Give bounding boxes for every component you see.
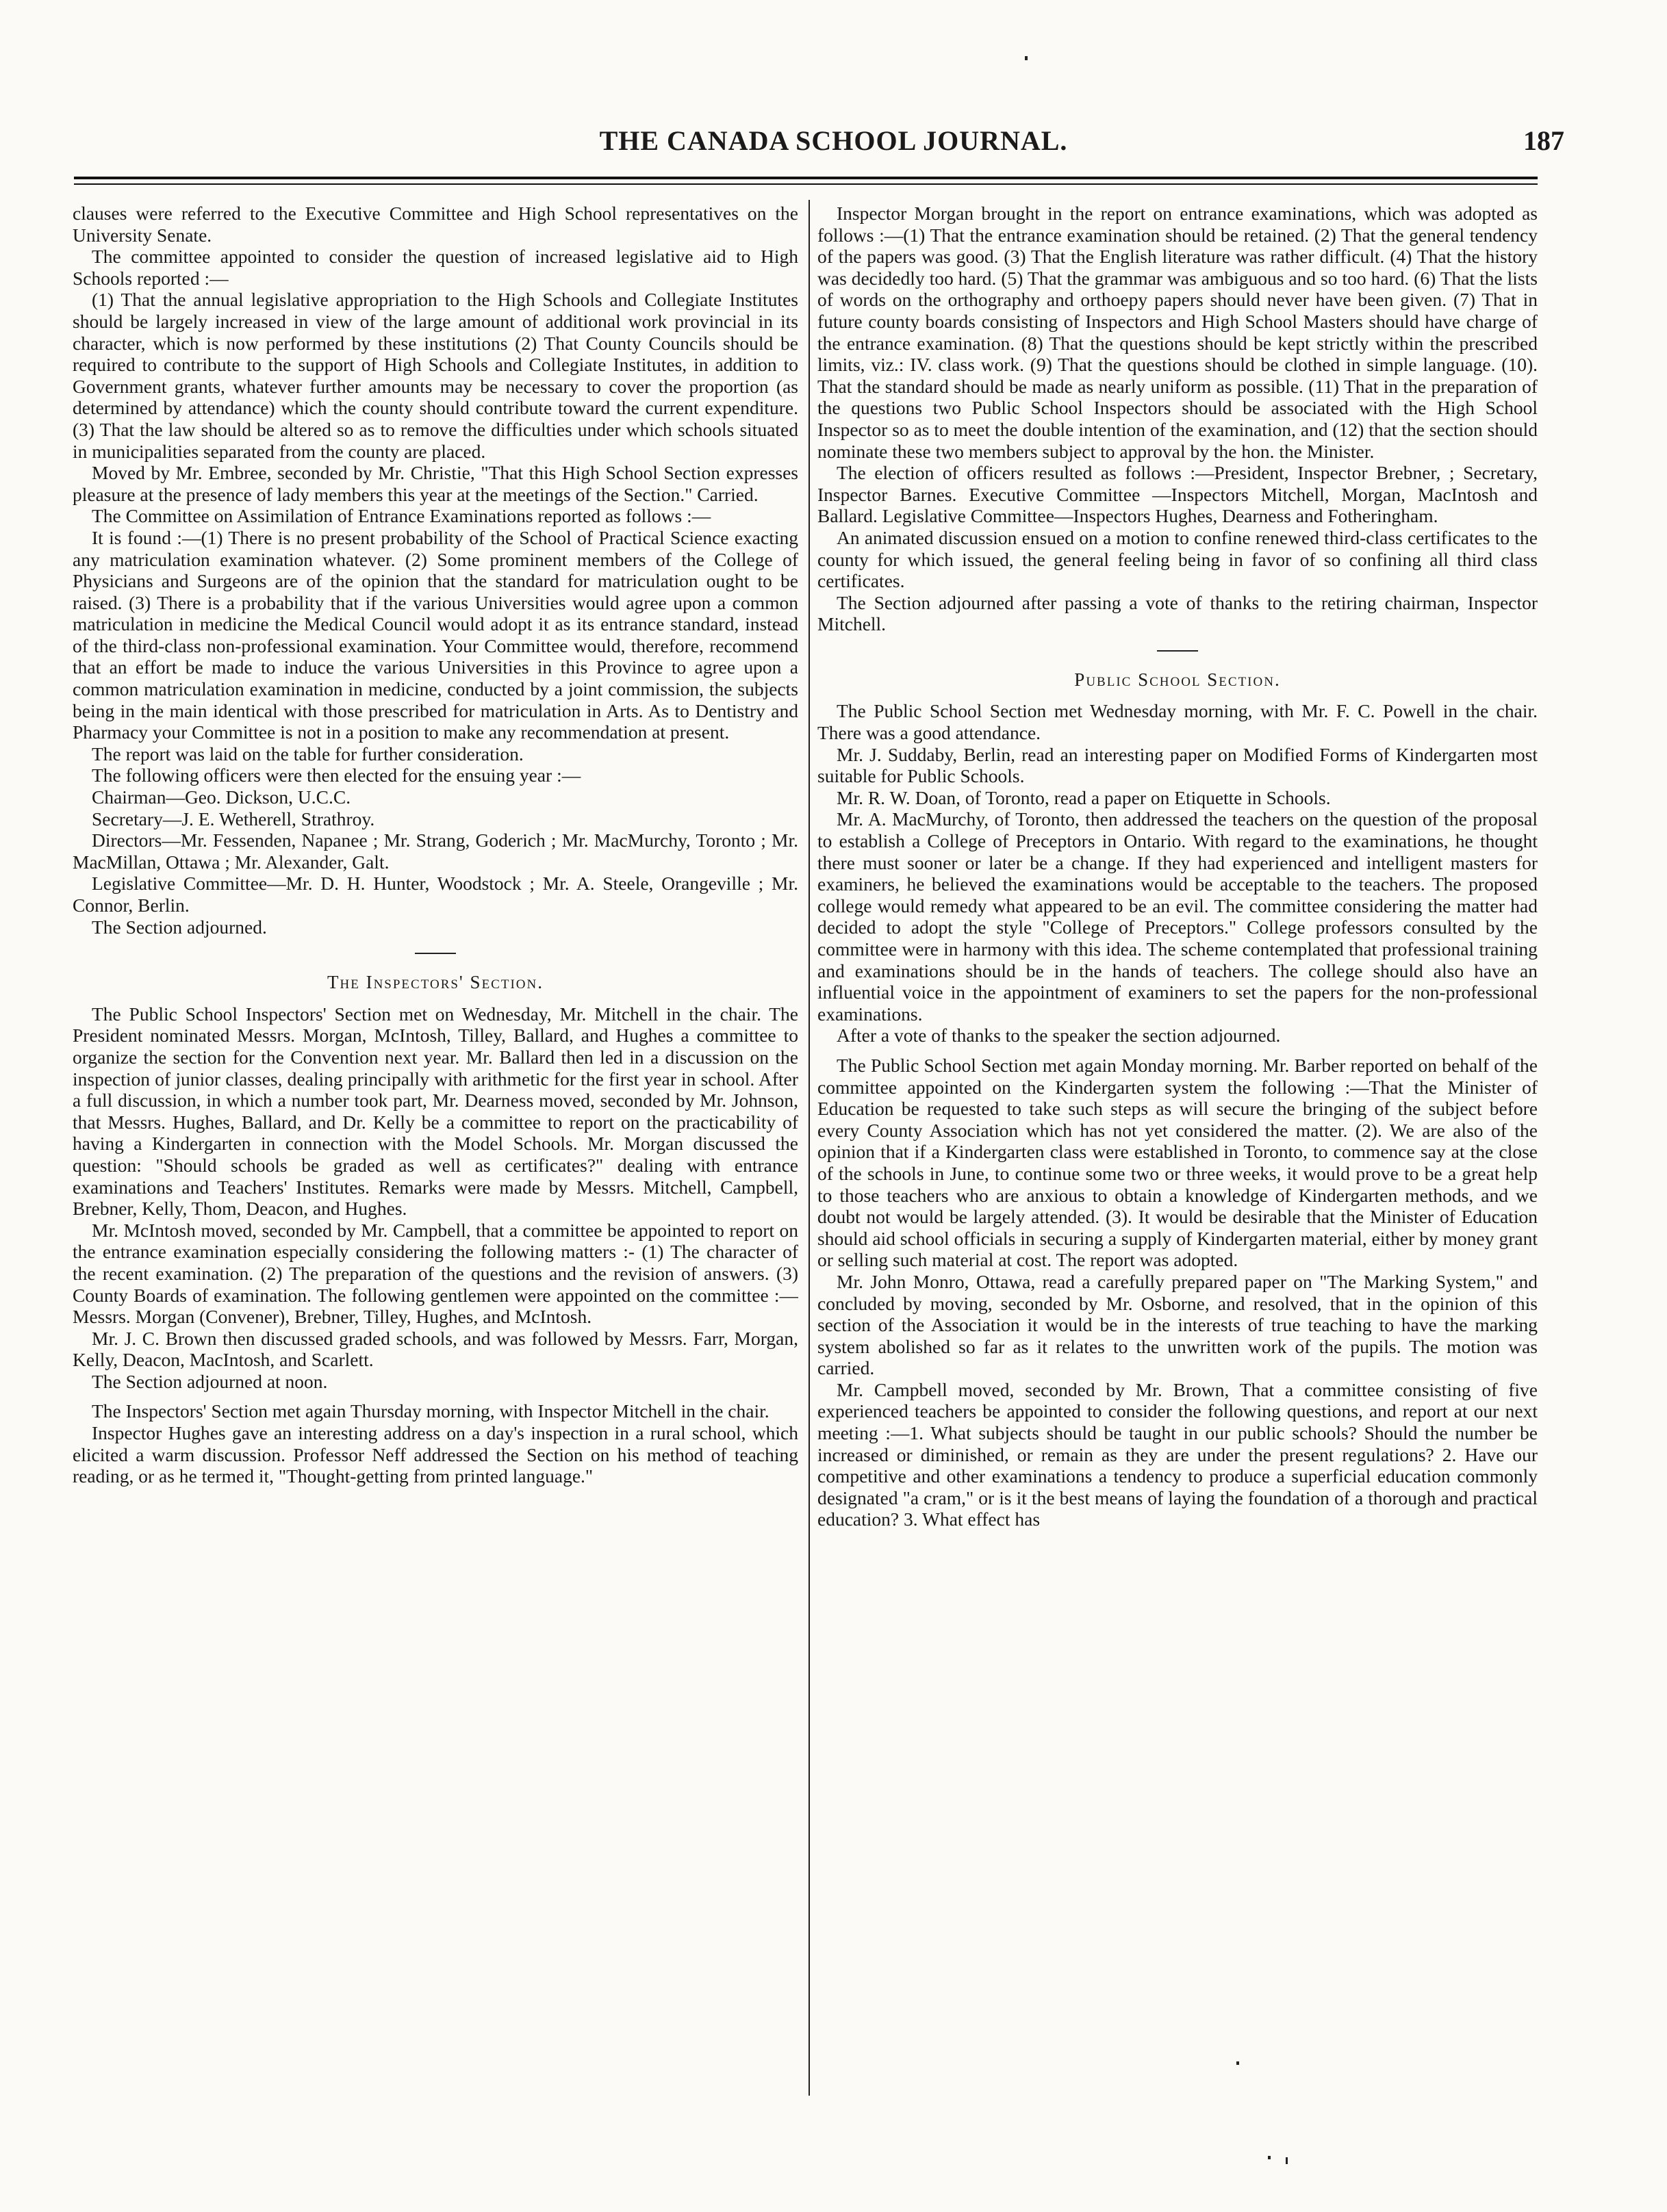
header-rule-thin xyxy=(74,183,1538,185)
paragraph: The Public School Inspectors' Section met on Wednesday, Mr. Mitchell in the chair. The President nominated Messrs. Morgan, McIntosh, Tilley, Ballard, and Hughes a committee to organize the section for the Convention next year. Mr. Ballard then led in a discussion on the inspection of junior classes, dealing principally with arithmetic for the first year in school. After a full discussion, in which a number took part, Mr. Dearness moved, seconded by Mr. Johnson, that Messrs. Hughes, Ballard, and Dr. Kelly be a committee to report on the practicability of having a Kindergarten in connection with the Model Schools. Mr. Morgan discussed the question: "Should schools be graded as well as certificates?" dealing with entrance examinations and Teachers' Institutes. Remarks were made by Messrs. Mitchell, Campbell, Brebner, Kelly, Thom, Deacon, and Hughes. xyxy=(73,1003,798,1220)
stray-mark xyxy=(1025,56,1028,60)
section-heading-inspectors: The Inspectors' Section. xyxy=(327,972,544,993)
section-separator xyxy=(1157,650,1198,652)
paragraph: Mr. A. MacMurchy, of Toronto, then addressed the teachers on the question of the proposal to establish a College of Preceptors in Ontario. With regard to the examinations, he thought there must sooner or later be a change. If they had experienced and intelligent masters for examiners, he believed the examinations would be acceptable to the teachers. The proposed college would remedy what appeared to be an evil. The committee considering the matter had decided to adopt the style "College of Preceptors." College professors consulted by the committee were in harmony with this idea. The scheme contemplated that professional training and examinations should be in the hands of teachers. The college should also have an influential voice in the appointment of examiners to set the papers for the non-professional examinations. xyxy=(817,808,1538,1025)
paragraph: The report was laid on the table for further consideration. xyxy=(92,743,524,764)
paragraph: Inspector Hughes gave an interesting address on a day's inspection in a rural school, which elicited a warm discussion. Professor Neff addressed the Section on his method of teaching reading, or as he termed it, "Thought-getting from printed language." xyxy=(73,1422,798,1487)
stray-mark xyxy=(1286,2157,1288,2164)
officer-line: Chairman—Geo. Dickson, U.C.C. xyxy=(92,786,351,808)
stray-mark xyxy=(1268,2156,1271,2159)
paragraph: Moved by Mr. Embree, seconded by Mr. Christie, "That this High School Section expresses pleasure at the presence of lady members this year at the meetings of the Section." Carried. xyxy=(73,462,798,505)
paragraph: Inspector Morgan brought in the report on entrance examinations, which was adopted as follows :—(1) That the entrance examination should be retained. (2) That the general tendency of the papers was good. (3) That the English literature was rather difficult. (4) That the history was decidedly too hard. (5) That the grammar was ambiguous and so too hard. (6) That the lists of words on the orthography and orthoepy papers should never have been given. (7) That in future county boards consisting of Inspectors and High School Masters should have charge of the entrance examination. (8) That the questions should be kept strictly within the prescribed limits, viz.: IV. class work. (9) That the questions should be clothed in simple language. (10). That the standard should be made as nearly uniform as possible. (11) That in the preparation of the questions two Public School Inspectors should be associated with the High School Inspector so as to meet the double intention of the examination, and (12) that the section should nominate these two members subject to approval by the hon. the Minister. xyxy=(817,203,1538,462)
paragraph: The Committee on Assimilation of Entrance Examinations reported as follows :— xyxy=(92,505,711,527)
paragraph: Mr. McIntosh moved, seconded by Mr. Campbell, that a committee be appointed to report on the entrance examination especially considering the following matters :- (1) The character of the recent examination. (2) The preparation of the questions and the revision of answers. (3) County Boards of examination. The following gentlemen were appointed on the committee :— Messrs. Morgan (Convener), Brebner, Tilley, Hughes, and McIntosh. xyxy=(73,1219,798,1328)
section-separator xyxy=(415,953,456,954)
paragraph: The Inspectors' Section met again Thursday morning, with Inspector Mitchell in the chair. xyxy=(92,1400,769,1422)
paragraph: The Section adjourned after passing a vote of thanks to the retiring chairman, Inspector Mitchell. xyxy=(817,591,1538,635)
paragraph: clauses were referred to the Executive Committee and High School representatives on the University Senate. xyxy=(73,203,798,246)
officer-line: Directors—Mr. Fessenden, Napanee ; Mr. Strang, Goderich ; Mr. MacMurchy, Toronto ; Mr. MacMillan, Ottawa ; Mr. Alexander, Galt. xyxy=(73,830,798,873)
paragraph: After a vote of thanks to the speaker the section adjourned. xyxy=(837,1025,1281,1046)
right-column xyxy=(817,203,1538,2105)
paragraph: Mr. Campbell moved, seconded by Mr. Brown, That a committee consisting of five experienced teachers be appointed to consider the following questions, and report at our next meeting :—1. What subjects should be taught in our public schools? Should the number be increased or diminished, or remain as they are under the present regulations? 2. Have our competitive and other examinations a tendency to produce a superficial education commonly designated "a cram," or is it the best means of laying the foundation of a thorough and practical education? 3. What effect has xyxy=(817,1378,1538,1530)
paragraph: It is found :—(1) There is no present probability of the School of Practical Science exacting any matriculation examination whatever. (2) Some prominent members of the College of Physicians and Surgeons are of the opinion that the standard for matriculation ought to be raised. (3) There is a probability that if the various Universities would agree upon a common matriculation in medicine the Medical Council would adopt it as its entrance standard, instead of the third-class non-professional examination. Your Committee would, therefore, recommend that an effort be made to induce the various Universities in this Province to agree upon a common matriculation examination in medicine, conducted by a joint commission, the subjects being in the main identical with those prescribed for matriculation in Arts. As to Dentistry and Pharmacy your Committee is not in a position to make any recommendation at present. xyxy=(73,526,798,743)
paragraph: An animated discussion ensued on a motion to confine renewed third-class certificates to the county for which issued, the general feeling being in favor of so confining all third class certificates. xyxy=(817,526,1538,592)
page-number: 187 xyxy=(1523,125,1564,156)
paragraph: Mr. J. C. Brown then discussed graded schools, and was followed by Messrs. Farr, Morgan, Kelly, Deacon, MacIntosh, and Scarlett. xyxy=(73,1327,798,1371)
paragraph: The Section adjourned. xyxy=(92,916,267,938)
journal-title: THE CANADA SCHOOL JOURNAL. xyxy=(599,125,1068,156)
section-heading-public-school: Public School Section. xyxy=(1074,669,1281,690)
stray-mark xyxy=(1236,2061,1239,2065)
paragraph: Mr. R. W. Doan, of Toronto, read a paper on Etiquette in Schools. xyxy=(837,786,1331,808)
paragraph: The committee appointed to consider the question of increased legislative aid to High Schools reported :— xyxy=(73,246,798,289)
paragraph: Mr. John Monro, Ottawa, read a carefully prepared paper on "The Marking System," and concluded by moving, seconded by Mr. Osborne, and resolved, that in the opinion of this section of the Association it would be in the interests of true teaching to have the marking system abolished so far as it relates to the unwritten work of the pupils. The motion was carried. xyxy=(817,1270,1538,1379)
paragraph: The Public School Section met Wednesday morning, with Mr. F. C. Powell in the chair. There was a good attendance. xyxy=(817,700,1538,744)
officer-line: Secretary—J. E. Wetherell, Strathroy. xyxy=(92,808,375,830)
paragraph: The Public School Section met again Monday morning. Mr. Barber reported on behalf of the committee appointed on the Kindergarten system the following :—That the Minister of Education be requested to take such steps as will secure the bringing of the subject before every County Association which has not yet considered the matter. (2). We are also of the opinion that if a Kindergarten class were established in Toronto, to commence say at the close of the schools in June, to continue some two or three weeks, it would prove to be a great help to those teachers who are anxious to obtain a knowledge of Kindergarten methods, and we doubt not would be largely attended. (3). It would be desirable that the Minister of Education should aid school officials in securing a supply of Kindergarten material, either by money grant or selling such material at cost. The report was adopted. xyxy=(817,1054,1538,1271)
paragraph: Mr. J. Suddaby, Berlin, read an interesting paper on Modified Forms of Kindergarten most suitable for Public Schools. xyxy=(817,743,1538,787)
paragraph: The following officers were then elected for the ensuing year :— xyxy=(92,764,581,786)
header-rule-thick xyxy=(74,177,1538,179)
column-divider xyxy=(809,200,810,2096)
running-header xyxy=(0,125,1667,166)
paragraph: The Section adjourned at noon. xyxy=(92,1370,328,1392)
officer-line: Legislative Committee—Mr. D. H. Hunter, Woodstock ; Mr. A. Steele, Orangeville ; Mr. Connor, Berlin. xyxy=(73,873,798,916)
left-column xyxy=(73,203,798,2105)
paragraph: The election of officers resulted as follows :—President, Inspector Brebner, ; Secretary, Inspector Barnes. Executive Committee —Inspectors Mitchell, Morgan, MacIntosh and Ballard. Legislative Committee—Inspectors Hughes, Dearness and Fotheringham. xyxy=(817,462,1538,527)
paragraph: (1) That the annual legislative appropriation to the High Schools and Collegiate Institutes should be largely increased in view of the large amount of additional work provincial in its character, which is now performed by these institutions (2) That County Councils should be required to contribute to the support of High Schools and Collegiate Institutes, in addition to Government grants, whatever further amounts may be necessary to cover the proportion (as determined by attendance) which the county should contribute toward the current expenditure. (3) That the law should be altered so as to remove the difficulties under which schools situated in municipalities separated from the county are placed. xyxy=(73,289,798,462)
